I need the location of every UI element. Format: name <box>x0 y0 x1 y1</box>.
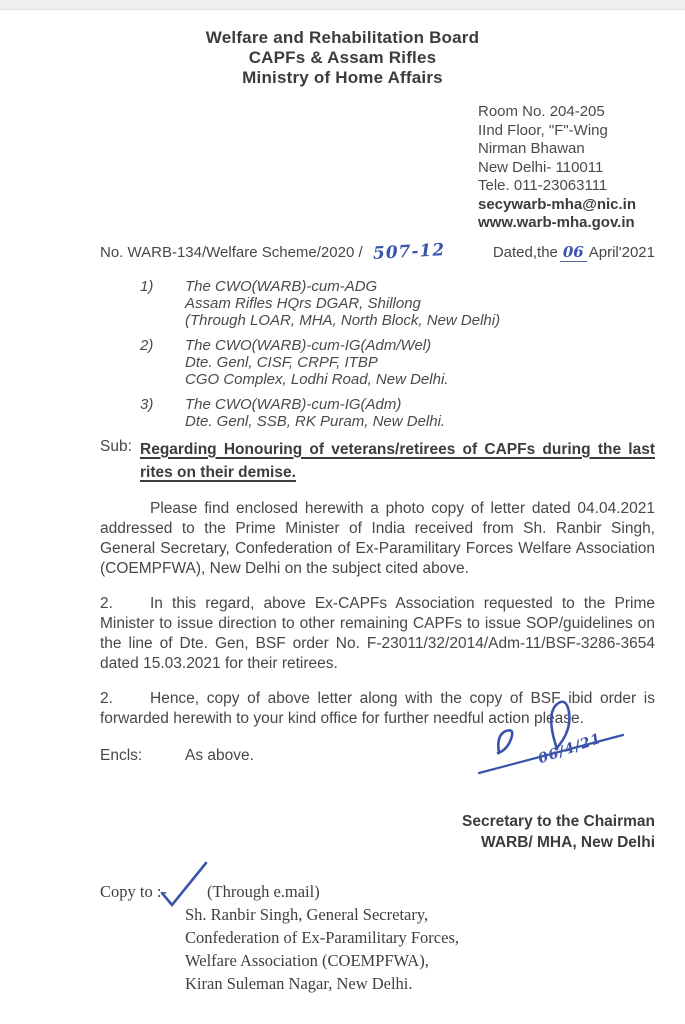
signatory-office: WARB/ MHA, New Delhi <box>481 833 655 851</box>
recipient-address <box>185 278 500 329</box>
subject-row <box>100 438 655 484</box>
recipient-line: Dte. Genl, SSB, RK Puram, New Delhi. <box>185 412 446 430</box>
scan-edge-band <box>0 0 685 10</box>
paragraph-text: Hence, copy of above letter along with the copy of BSF ibid order is forwarded herewith to your kind office for further needful action please. <box>100 689 655 727</box>
recipient-number: 2) <box>140 336 154 354</box>
paragraph-number: 2. <box>100 689 113 707</box>
office-address <box>478 103 685 233</box>
recipient-line: Assam Rifles HQrs DGAR, Shillong <box>185 294 421 312</box>
paragraph-2 <box>100 594 655 674</box>
handwritten-dispatch-number: 507-12 <box>372 239 446 264</box>
reference-number-label: No. WARB-134/Welfare Scheme/2020 / <box>100 243 363 261</box>
recipient-address <box>185 396 445 430</box>
signature-area <box>473 693 643 788</box>
address-room: Room No. 204-205 <box>478 103 605 120</box>
paragraph-number: 2. <box>100 594 113 612</box>
recipient-item <box>140 337 655 388</box>
copy-to-block <box>100 881 655 994</box>
paragraph-1 <box>100 499 655 579</box>
copy-to-via: (Through e.mail) <box>207 881 320 901</box>
recipient-item <box>140 396 655 430</box>
recipient-line: The CWO(WARB)-cum-IG(Adm) <box>185 395 402 413</box>
address-floor: IInd Floor, "F"-Wing <box>478 121 608 139</box>
paragraph-text: In this regard, above Ex-CAPFs Association requested to the Prime Minister to issue direction to other remaining CAPFs to issue SOP/guidelines on the line of Dte. Gen, BSF order No. F-23011/32/2014/Adm-11/BSF-3286-3654 dated 15.03.2021 for their retirees. <box>100 594 655 672</box>
office-email: secywarb-mha@nic.in <box>478 195 637 213</box>
recipient-item <box>140 278 655 329</box>
org-name: Welfare and Rehabilitation Board <box>205 28 480 47</box>
signatory-block <box>0 811 655 853</box>
enclosure-value: As above. <box>185 746 254 764</box>
address-city: New Delhi- 110011 <box>478 158 604 176</box>
subject-label: Sub: <box>100 437 132 455</box>
address-phone: Tele. 011-23063111 <box>478 177 608 194</box>
recipient-number: 1) <box>140 277 154 295</box>
recipient-line: CGO Complex, Lodhi Road, New Delhi. <box>185 370 449 388</box>
recipient-line: Dte. Genl, CISF, CRPF, ITBP <box>185 353 378 371</box>
copy-to-line: Sh. Ranbir Singh, General Secretary, <box>185 904 429 924</box>
recipient-address <box>185 337 448 388</box>
copy-to-line: Confederation of Ex-Paramilitary Forces, <box>185 927 459 947</box>
copy-to-label: Copy to :- <box>100 881 167 901</box>
copy-to-line: Welfare Association (COEMPFWA), <box>185 950 429 970</box>
signature-date: 06/4/21 <box>536 730 604 768</box>
org-ministry: Ministry of Home Affairs <box>242 68 443 87</box>
letterhead <box>0 0 685 88</box>
enclosure-label: Encls: <box>100 746 143 764</box>
date-suffix: April'2021 <box>588 243 655 261</box>
org-dept: CAPFs & Assam Rifles <box>248 48 437 67</box>
reference-number <box>100 239 446 264</box>
recipient-line: (Through LOAR, MHA, North Block, New Delhi) <box>185 311 501 329</box>
subject-text: Regarding Honouring of veterans/retirees of CAPFs during the last rites on their demise. <box>140 440 655 481</box>
address-building: Nirman Bhawan <box>478 140 585 157</box>
signature-scribble-icon <box>473 693 633 783</box>
signatory-title: Secretary to the Chairman <box>462 812 655 830</box>
date-prefix: Dated,the <box>492 243 558 261</box>
letter-date <box>493 243 655 262</box>
copy-to-address <box>185 904 655 994</box>
recipient-number: 3) <box>140 395 154 413</box>
reference-row <box>100 239 655 264</box>
recipient-list <box>140 278 655 430</box>
copy-to-line: Kiran Suleman Nagar, New Delhi. <box>185 973 413 993</box>
handwritten-day: 06 <box>560 243 587 262</box>
office-website: www.warb-mha.gov.in <box>478 214 635 231</box>
recipient-line: The CWO(WARB)-cum-ADG <box>185 277 378 295</box>
recipient-line: The CWO(WARB)-cum-IG(Adm/Wel) <box>185 336 432 354</box>
checkmark-icon <box>160 867 210 907</box>
paragraph-text: Please find enclosed herewith a photo copy of letter dated 04.04.2021 addressed to the Prime Minister of India received from Sh. Ranbir Singh, General Secretary, Confederation of Ex-Paramilitary Forces Welfare Association (COEMPFWA), New Delhi on the subject cited above. <box>100 499 655 577</box>
